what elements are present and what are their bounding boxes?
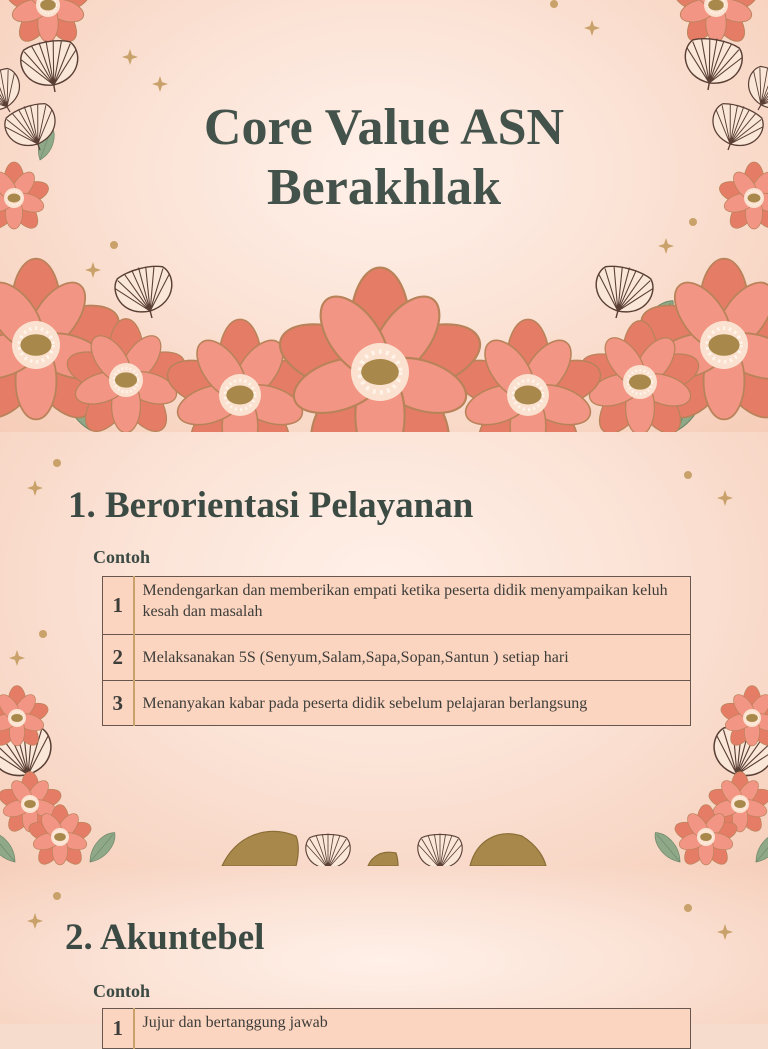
example-table <box>102 1008 691 1049</box>
row-text: Jujur dan bertanggung jawab <box>134 1009 691 1049</box>
table-row <box>103 577 691 635</box>
flower-icon <box>0 772 64 836</box>
section-heading: 2. Akuntebel <box>65 917 265 958</box>
row-text: Melaksanakan 5S (Senyum,Salam,Sapa,Sopan,Santun ) setiap hari <box>134 635 691 681</box>
leaf-icon <box>470 834 546 866</box>
row-number: 2 <box>103 635 134 681</box>
ginkgo-leaf-icon <box>588 260 657 325</box>
sparkle-icon <box>27 913 43 929</box>
table-row <box>103 681 691 726</box>
ginkgo-leaf-icon <box>18 36 83 97</box>
slide-title-line-1: Core Value ASN <box>203 99 565 156</box>
sparkle-icon <box>717 490 733 506</box>
leaf-icon <box>368 852 398 866</box>
section-heading: 1. Berorientasi Pelayanan <box>68 485 474 526</box>
flower-icon <box>671 0 761 47</box>
leaf-icon <box>633 295 681 347</box>
flower-icon <box>0 686 51 750</box>
row-number: 1 <box>103 577 134 635</box>
sparkle-icon <box>658 238 674 254</box>
sparkle-icon <box>584 20 600 36</box>
leaf-icon <box>750 828 768 867</box>
leaf-icon <box>476 361 532 427</box>
ginkgo-leaf-icon <box>680 34 745 95</box>
flower-icon <box>577 321 704 442</box>
flower-icon <box>706 772 768 836</box>
flower-icon <box>672 805 739 869</box>
content-slide-2 <box>0 866 768 1040</box>
sparkle-icon <box>27 480 43 496</box>
sparkle-icon <box>9 650 25 666</box>
example-label: Contoh <box>93 981 151 1001</box>
leaf-icon <box>57 366 102 434</box>
leaf-icon <box>0 828 21 867</box>
ginkgo-leaf-icon <box>706 721 768 790</box>
row-number: 3 <box>103 681 134 726</box>
sparkle-icon <box>717 924 733 940</box>
flower-icon <box>634 259 768 429</box>
sparkle-icon <box>122 49 138 65</box>
leaf-icon <box>235 361 291 427</box>
content-slide-1 <box>0 432 768 866</box>
ginkgo-leaf-icon <box>0 721 59 790</box>
row-number: 1 <box>103 1009 134 1049</box>
flower-icon <box>3 0 93 47</box>
example-label: Contoh <box>93 547 151 567</box>
leaf-icon <box>650 828 686 867</box>
flower-icon <box>718 686 768 750</box>
row-text: Menanyakan kabar pada peserta didik sebelum pelajaran berlangsung <box>134 681 691 726</box>
leaf-icon <box>222 831 298 866</box>
leaf-icon <box>667 366 712 434</box>
row-text: Mendengarkan dan memberikan empati ketika peserta didik menyampaikan keluh kesah dan masalah <box>134 577 691 635</box>
leaf-icon <box>84 828 120 867</box>
flower-icon <box>26 805 93 869</box>
flower-icon <box>63 319 190 440</box>
sparkle-icon <box>85 262 101 278</box>
table-row <box>103 635 691 681</box>
slide-title-line-2: Berakhlak <box>266 159 502 216</box>
ginkgo-leaf-icon <box>111 260 180 325</box>
title-slide <box>0 0 768 432</box>
table-row <box>103 1009 691 1049</box>
example-table <box>102 576 691 726</box>
flower-icon <box>0 259 126 429</box>
sparkle-icon <box>152 76 168 92</box>
